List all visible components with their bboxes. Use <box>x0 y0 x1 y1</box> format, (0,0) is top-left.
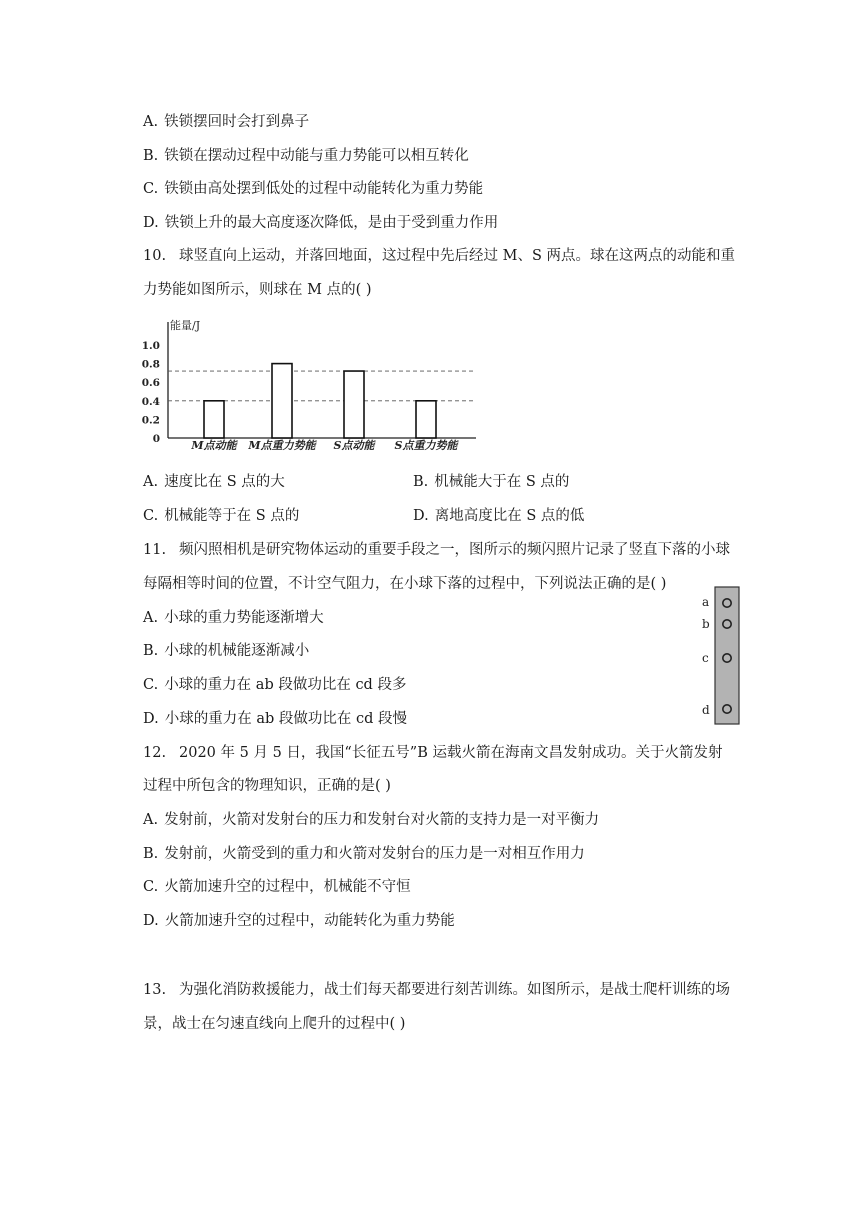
option-letter: B. <box>143 643 159 659</box>
option-letter: A. <box>143 812 159 828</box>
option-text: 小球的机械能逐渐减小 <box>164 643 310 659</box>
option-letter: C. <box>143 677 159 693</box>
y-tick-label: 0.8 <box>141 358 160 371</box>
label-a: a <box>702 595 710 609</box>
option-text: 发射前，火箭受到的重力和火箭对发射台的压力是一对相互作用力 <box>164 846 585 862</box>
option-text: 发射前，火箭对发射台的压力和发射台对火箭的支持力是一对平衡力 <box>164 812 600 828</box>
question-number: 13. <box>143 982 167 998</box>
question-number: 11. <box>143 542 167 558</box>
option-text: 铁锁由高处摆到低处的过程中动能转化为重力势能 <box>164 181 484 197</box>
question-stem: 2020 年 5 月 5 日，我国“长征五号”B 运载火箭在海南文昌发射成功。关于火箭发射 <box>179 745 723 761</box>
question-stem: 景，战士在匀速直线向上爬升的过程中( ) <box>143 1016 406 1032</box>
label-b: b <box>702 617 710 631</box>
category-label: M点动能 <box>191 439 237 452</box>
category-label: S点重力势能 <box>394 439 458 452</box>
bar <box>204 401 224 438</box>
q9-option-d <box>143 213 498 233</box>
option-text: 铁锁上升的最大高度逐次降低，是由于受到重力作用 <box>164 215 499 231</box>
y-axis-label: 能量/J <box>170 319 201 332</box>
q12-stem-line2 <box>143 776 391 796</box>
q12-option-c <box>143 877 411 897</box>
bar <box>272 364 292 438</box>
option-text: 火箭加速升空的过程中，机械能不守恒 <box>164 879 411 895</box>
option-text: 铁锁在摆动过程中动能与重力势能可以相互转化 <box>164 148 469 164</box>
option-letter: C. <box>143 508 159 524</box>
option-text: 小球的重力势能逐渐增大 <box>164 610 324 626</box>
question-stem: 为强化消防救援能力，战士们每天都要进行刻苦训练。如图所示，是战士爬杆训练的场 <box>179 982 730 998</box>
option-text: 机械能大于在 S 点的 <box>434 474 570 490</box>
q9-option-b <box>143 146 469 166</box>
question-number: 12. <box>143 745 167 761</box>
label-c: c <box>702 651 709 665</box>
option-letter: D. <box>143 913 159 929</box>
option-text: 小球的重力在 ab 段做功比在 cd 段多 <box>164 677 407 693</box>
option-letter: A. <box>143 610 159 626</box>
option-letter: B. <box>143 846 159 862</box>
question-stem: 频闪照相机是研究物体运动的重要手段之一，图所示的频闪照片记录了竖直下落的小球 <box>179 542 730 558</box>
q9-option-c <box>143 179 483 199</box>
q10-option-a <box>143 472 285 492</box>
option-letter: D. <box>143 711 159 727</box>
option-text: 速度比在 S 点的大 <box>164 474 285 490</box>
q13-stem-line2 <box>143 1014 405 1034</box>
q9-option-a <box>143 112 309 132</box>
q11-option-d <box>143 709 407 729</box>
q11-option-c <box>143 675 406 695</box>
question-stem: 每隔相等时间的位置，不计空气阻力，在小球下落的过程中，下列说法正确的是( ) <box>143 576 667 592</box>
y-tick-label: 0 <box>152 433 160 445</box>
q10-stem-line1 <box>143 246 735 266</box>
q11-stem-line1 <box>143 540 730 560</box>
option-text: 离地高度比在 S 点的低 <box>434 508 585 524</box>
option-letter: A. <box>143 114 159 130</box>
option-text: 火箭加速升空的过程中，动能转化为重力势能 <box>164 913 455 929</box>
q11-option-b <box>143 641 309 661</box>
q12-option-b <box>143 844 585 864</box>
option-text: 铁锁摆回时会打到鼻子 <box>164 114 310 130</box>
question-stem: 球竖直向上运动，并落回地面，这过程中先后经过 M、S 两点。球在这两点的动能和重 <box>179 248 735 264</box>
option-letter: A. <box>143 474 159 490</box>
option-letter: B. <box>413 474 429 490</box>
strobe-photo-figure <box>698 586 744 726</box>
y-tick-label: 0.6 <box>141 377 160 390</box>
question-stem: 力势能如图所示，则球在 M 点的( ) <box>143 282 372 298</box>
option-letter: D. <box>143 215 159 231</box>
question-stem: 过程中所包含的物理知识，正确的是( ) <box>143 778 391 794</box>
q12-option-a <box>143 810 599 830</box>
option-letter: C. <box>143 879 159 895</box>
y-tick-label: 0.2 <box>141 414 160 427</box>
label-d: d <box>702 703 710 717</box>
bar <box>344 371 364 438</box>
option-text: 小球的重力在 ab 段做功比在 cd 段慢 <box>164 711 407 727</box>
q10-option-d <box>413 506 584 526</box>
option-text: 机械能等于在 S 点的 <box>164 508 300 524</box>
q11-stem-line2 <box>143 574 666 594</box>
q10-stem-line2 <box>143 280 372 300</box>
y-tick-label: 1.0 <box>141 340 160 352</box>
q12-stem-line1 <box>143 743 723 763</box>
category-label: S点动能 <box>333 439 375 452</box>
y-tick-label: 0.4 <box>141 395 160 408</box>
question-number: 10. <box>143 248 167 264</box>
q13-stem-line1 <box>143 980 730 1000</box>
energy-bar-chart <box>140 312 490 454</box>
option-letter: D. <box>413 508 429 524</box>
option-letter: C. <box>143 181 159 197</box>
q10-option-c <box>143 506 299 526</box>
q11-option-a <box>143 608 324 628</box>
q10-option-b <box>413 472 569 492</box>
option-letter: B. <box>143 148 159 164</box>
bar <box>416 401 436 438</box>
category-label: M点重力势能 <box>248 439 316 452</box>
q12-option-d <box>143 911 455 931</box>
